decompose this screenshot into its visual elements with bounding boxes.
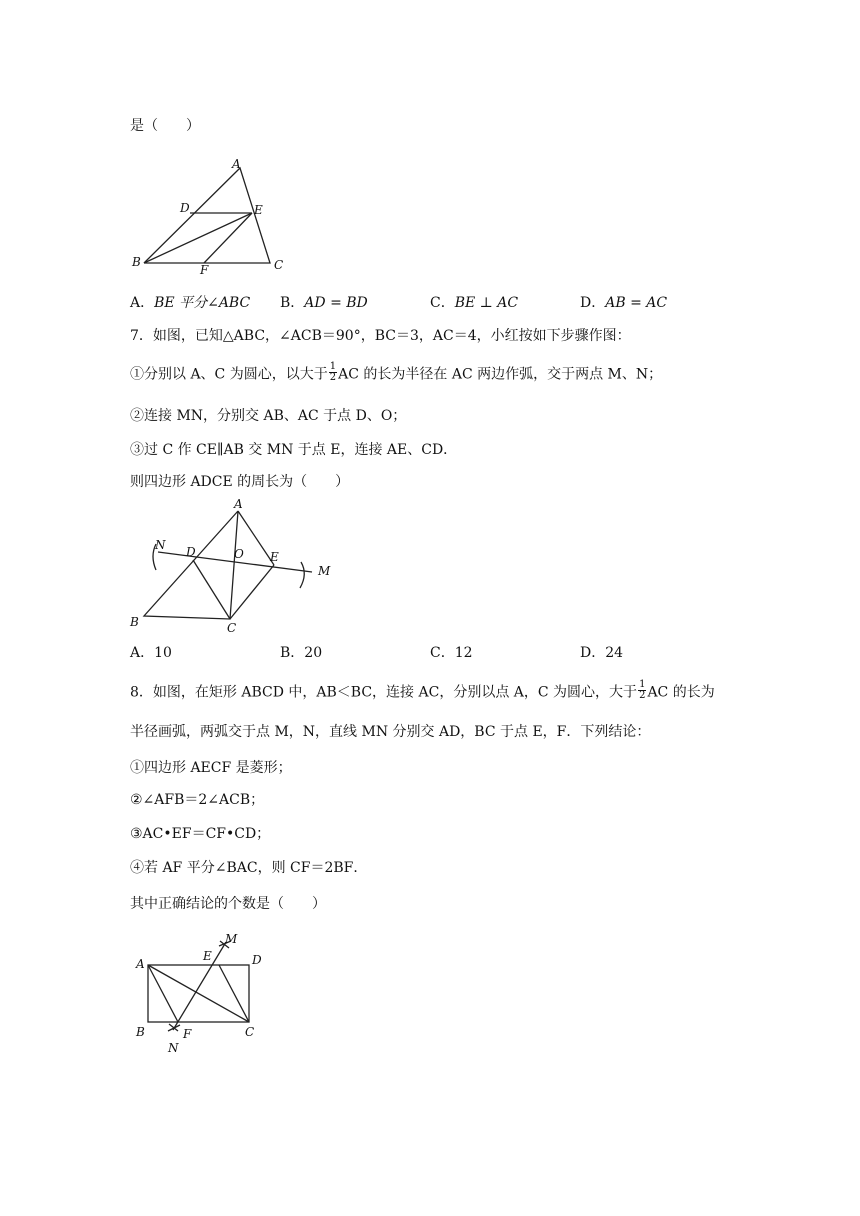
- q8-line1-post: AC 的长为: [647, 684, 715, 701]
- q8-line1-pre: 8．如图，在矩形 ABCD 中，AB＜BC，连接 AC，分别以点 A，C 为圆心，大于: [130, 684, 638, 701]
- q8-label-b: B: [136, 1025, 145, 1039]
- fraction-denominator: 2: [639, 690, 646, 701]
- fraction-numerator: 1: [639, 679, 646, 690]
- q7-step1-pre: ①分别以 A、C 为圆心，以大于: [130, 366, 328, 383]
- q7-label-a: A: [234, 497, 243, 511]
- option-letter: A．: [130, 645, 155, 661]
- q7-label-m: M: [318, 564, 331, 578]
- q7-label-c: C: [227, 621, 237, 635]
- q7-step2: ②连接 MN，分别交 AB、AC 于点 D、O；: [130, 408, 407, 424]
- q7-step1: [130, 361, 663, 385]
- q8-label-d: D: [252, 953, 262, 967]
- q8-conclusion-1: ①四边形 AECF 是菱形；: [130, 760, 292, 776]
- option-letter: B．: [280, 295, 305, 311]
- q7-label-n: N: [155, 538, 166, 552]
- q6-label-f: F: [200, 263, 209, 277]
- fraction-denominator: 2: [329, 372, 337, 383]
- q7-step1-post: AC 的长为半径在 AC 两边作弧，交于两点 M、N；: [338, 366, 663, 383]
- q7-label-d: D: [186, 545, 196, 559]
- q7-option-d[interactable]: [580, 642, 623, 662]
- q8-label-n: N: [168, 1041, 179, 1055]
- q8-label-a: A: [136, 957, 145, 971]
- option-letter: A．: [130, 295, 155, 311]
- q6-option-b[interactable]: [280, 292, 368, 312]
- q8-label-c: C: [245, 1025, 255, 1039]
- q6-figure: [128, 156, 298, 278]
- option-letter: C．: [430, 295, 455, 311]
- q8-line1: [130, 679, 715, 703]
- q7-step3: ③过 C 作 CE∥AB 交 MN 于点 E，连接 AE、CD．: [130, 442, 458, 458]
- q6-option-d[interactable]: [580, 292, 667, 312]
- q8-conclusion-4: ④若 AF 平分∠BAC，则 CF＝2BF．: [130, 860, 368, 876]
- q6-option-c[interactable]: [430, 292, 518, 312]
- q8-conclusion-3: ③AC•EF＝CF•CD；: [130, 826, 271, 842]
- q8-label-e: E: [203, 949, 212, 963]
- fraction-half: [638, 680, 646, 701]
- q7-option-a[interactable]: [130, 642, 172, 662]
- option-text: 20: [304, 645, 323, 661]
- q8-label-f: F: [183, 1027, 192, 1041]
- fraction-half: [329, 362, 337, 383]
- option-text: 10: [154, 645, 172, 661]
- q8-question: 其中正确结论的个数是（ ）: [130, 896, 326, 912]
- option-text: 24: [605, 645, 624, 661]
- q7-label-e: E: [270, 550, 279, 564]
- q7-label-o: O: [234, 547, 244, 561]
- q7-question: 则四边形 ADCE 的周长为（ ）: [130, 474, 350, 490]
- option-letter: D．: [580, 295, 606, 311]
- q6-stem-tail: 是（ ）: [130, 118, 200, 134]
- q7-line1: 7．如图，已知△ABC，∠ACB＝90°，BC＝3，AC＝4，小红按如下步骤作图：: [130, 328, 631, 344]
- q7-label-b: B: [130, 615, 139, 629]
- option-letter: D．: [580, 645, 606, 661]
- q6-label-b: B: [132, 255, 141, 269]
- q8-line2: 半径画弧，两弧交于点 M，N，直线 MN 分别交 AD，BC 于点 E，F．下列结论：: [130, 724, 651, 740]
- q8-figure: [130, 928, 270, 1058]
- option-text: BE ⊥ AC: [454, 295, 519, 311]
- option-text: AB = AC: [605, 295, 668, 311]
- q6-label-a: A: [232, 157, 241, 171]
- q6-label-c: C: [274, 258, 284, 272]
- option-text: BE 平分∠ABC: [154, 295, 251, 311]
- q6-label-e: E: [254, 203, 263, 217]
- option-letter: C．: [430, 645, 455, 661]
- option-letter: B．: [280, 645, 305, 661]
- q7-figure: [128, 494, 338, 638]
- q7-option-c[interactable]: [430, 642, 473, 662]
- q8-label-m: M: [225, 932, 238, 946]
- option-text: AD = BD: [304, 295, 368, 311]
- fraction-numerator: 1: [329, 361, 337, 372]
- option-text: 12: [454, 645, 473, 661]
- q8-conclusion-2: ②∠AFB＝2∠ACB；: [130, 792, 265, 808]
- q6-label-d: D: [180, 201, 190, 215]
- q6-option-a[interactable]: [130, 292, 250, 312]
- q7-option-b[interactable]: [280, 642, 322, 662]
